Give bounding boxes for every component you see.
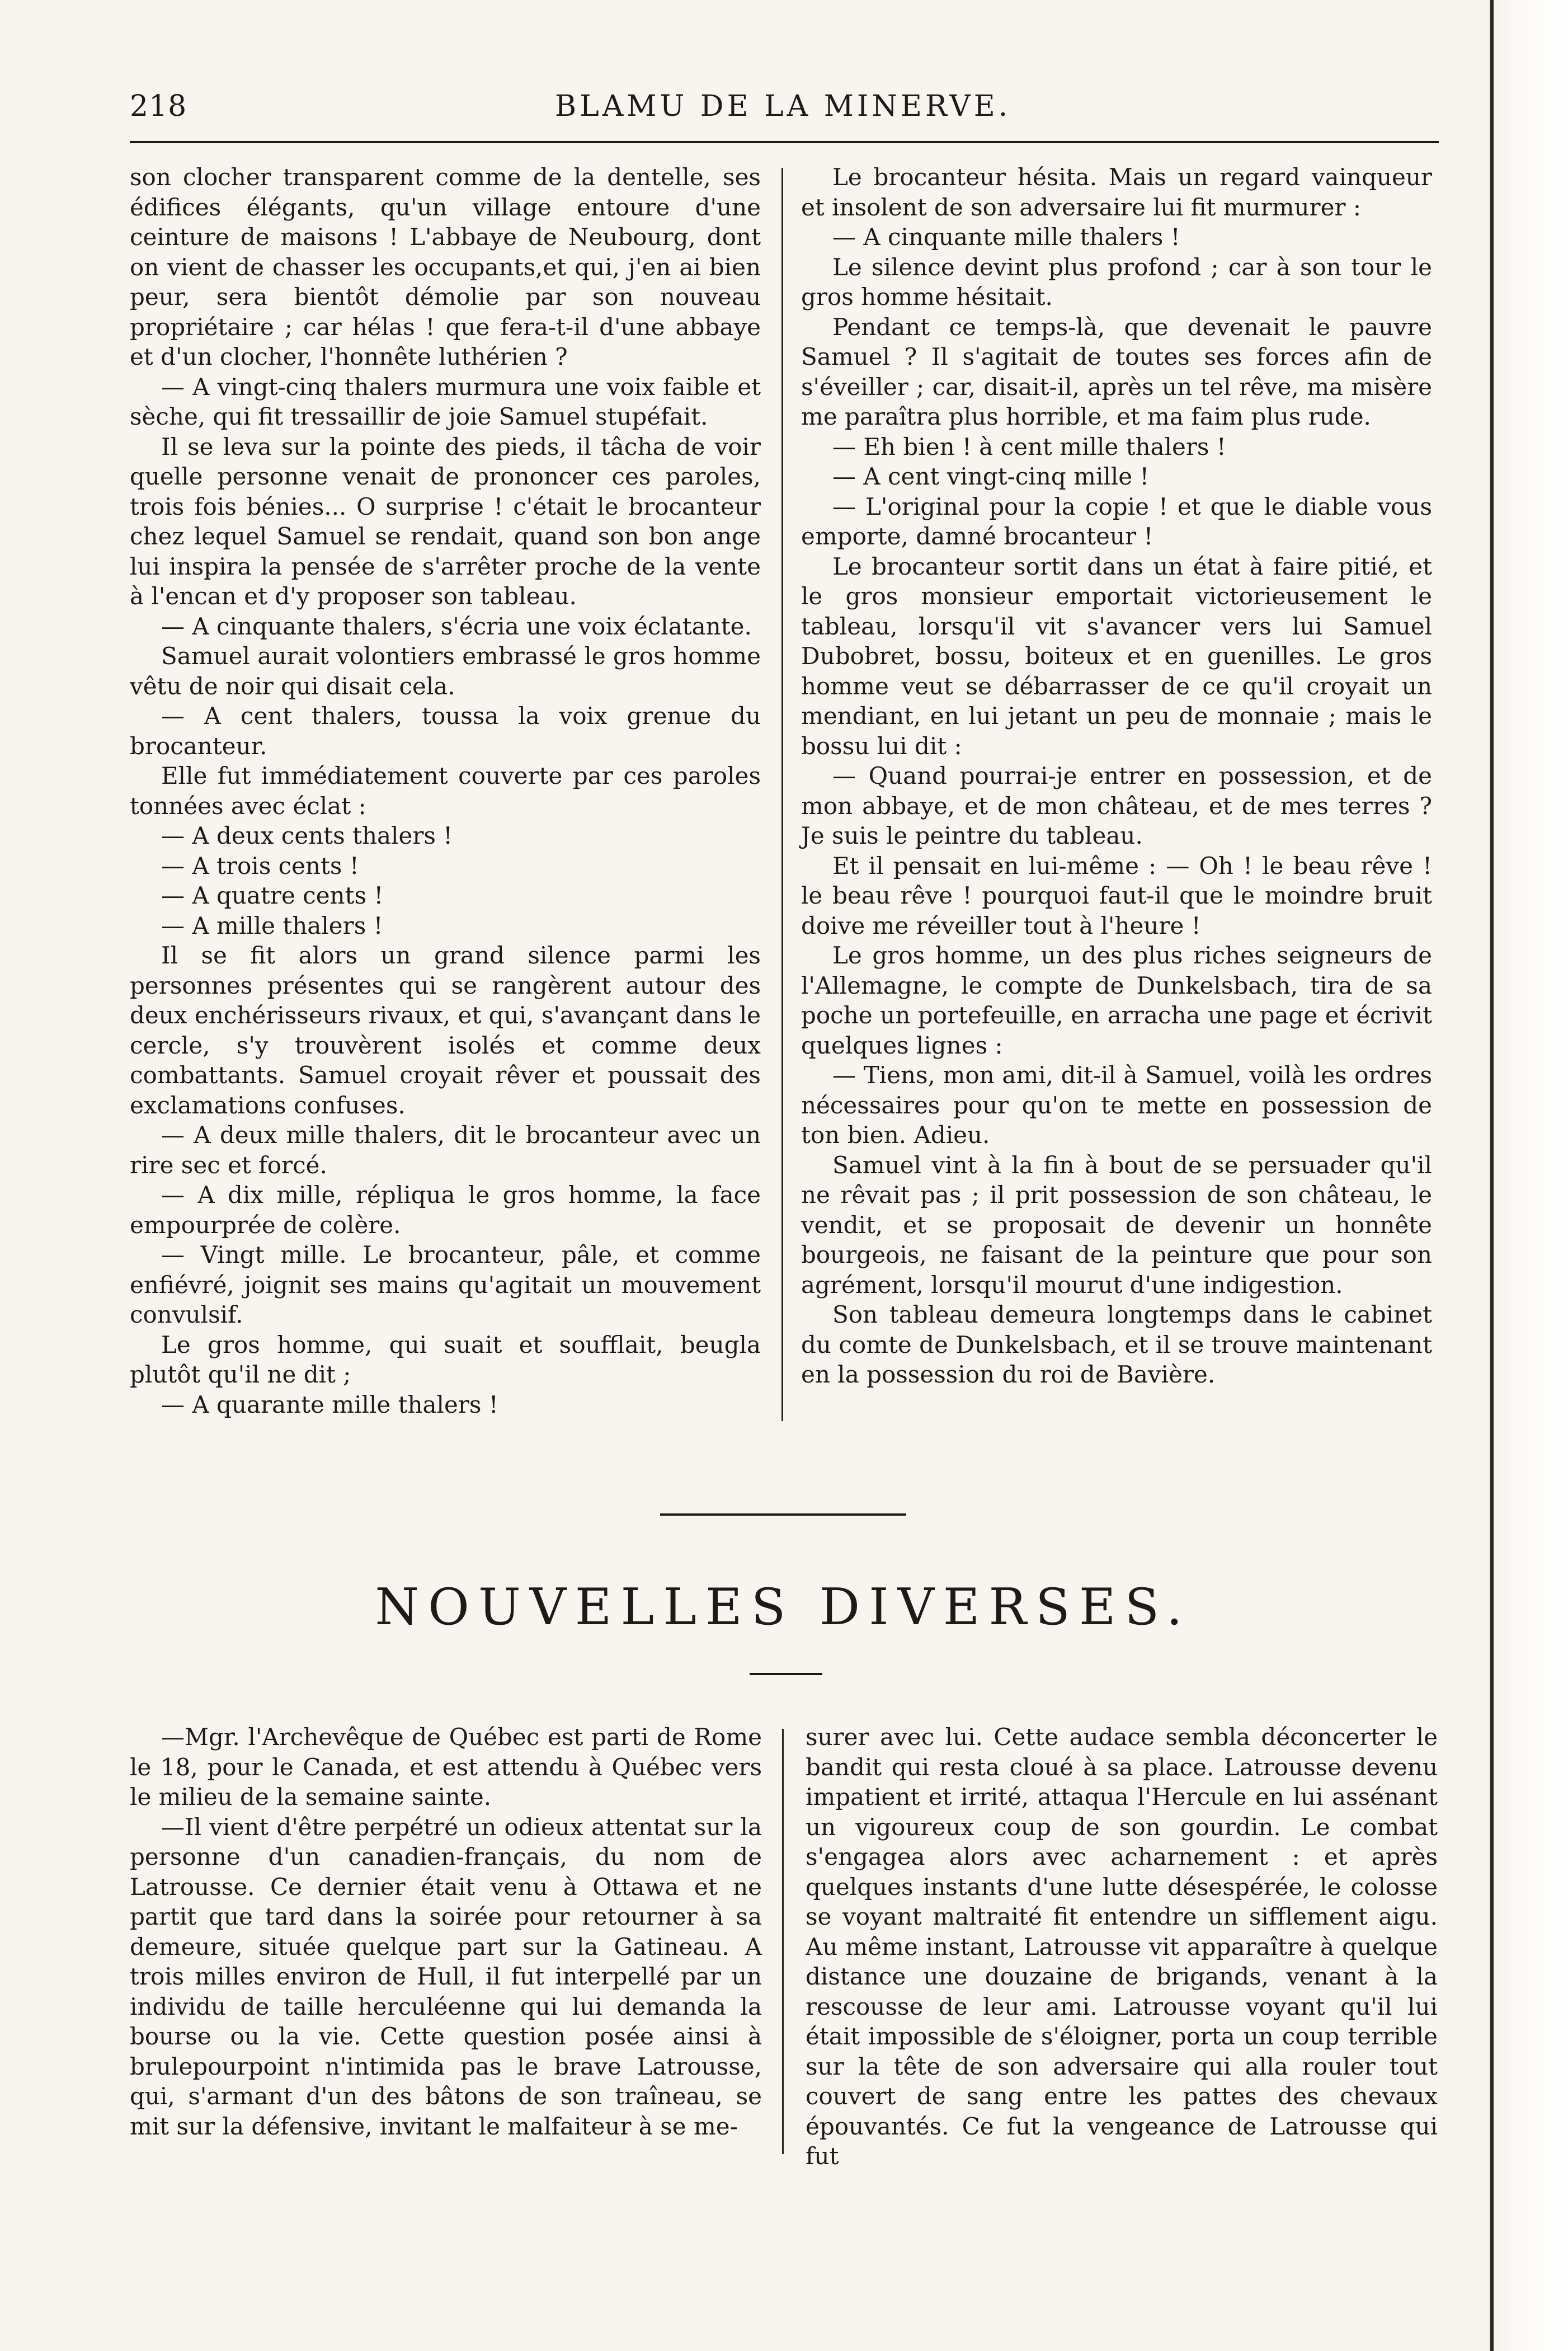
paragraph: — L'original pour la copie ! et que le diable vous emporte, damné brocanteur ! bbox=[801, 492, 1432, 550]
paragraph: — Tiens, mon ami, dit-il à Samuel, voilà les ordres nécessaires pour qu'on te mette en possession de ton bien. Adieu. bbox=[801, 1061, 1432, 1149]
paragraph: Le brocanteur hésita. Mais un regard vainqueur et insolent de son adversaire lui fit murmurer : bbox=[801, 163, 1432, 221]
paragraph: Le gros homme, qui suait et soufflait, beugla plutôt qu'il ne dit ; bbox=[130, 1330, 761, 1388]
paragraph: — A quarante mille thalers ! bbox=[161, 1390, 498, 1418]
header-rule bbox=[130, 141, 1439, 143]
paragraph: Pendant ce temps-là, que devenait le pauvre Samuel ? Il s'agitait de toutes ses forces afin de s'éveiller ; car, disait-il, après un tel rêve, ma misère me paraîtra plus horrible, et ma faim plus rude. bbox=[801, 313, 1432, 430]
section-divider bbox=[750, 1673, 822, 1675]
paragraph: —Il vient d'être perpétré un odieux attentat sur la personne d'un canadien-français, du nom de Latrousse. Ce dernier était venu à Ottawa et ne partit que tard dans la soirée pour retourner à sa demeure, située quelque part sur la Gatineau. A trois milles environ de Hull, il fut interpellé par un individu de taille herculéenne qui lui demanda la bourse ou la vie. Cette question posée ainsi à brulepourpoint n'intimida pas le brave Latrousse, qui, s'armant d'un des bâtons de son traîneau, se mit sur la défensive, invitant le malfaiteur à se me- bbox=[130, 1813, 762, 2140]
paragraph: Le gros homme, un des plus riches seigneurs de l'Allemagne, le compte de Dunkelsbach, tira de sa poche un portefeuille, en arracha une page et écrivit quelques lignes : bbox=[801, 942, 1432, 1059]
news-column-left bbox=[130, 1722, 762, 2141]
running-title: BLAMU DE LA MINERVE. bbox=[555, 90, 1011, 123]
paragraph: Samuel vint à la fin à bout de se persuader qu'il ne rêvait pas ; il prit possession de son château, le vendit, et se proposait de devenir un honnête bourgeois, ne faisant de la peinture que pour son agrément, lorsqu'il mourut d'une indigestion. bbox=[801, 1151, 1432, 1299]
paragraph: Le silence devint plus profond ; car à son tour le gros homme hésitait. bbox=[801, 253, 1432, 311]
story-column-left bbox=[130, 162, 761, 1419]
paragraph: — A dix mille, répliqua le gros homme, la face empourprée de colère. bbox=[130, 1181, 761, 1239]
paragraph: — A quatre cents ! bbox=[161, 882, 384, 909]
page-edge bbox=[1488, 0, 1568, 2351]
news-column-right bbox=[806, 1722, 1438, 2171]
paragraph: — A mille thalers ! bbox=[161, 911, 383, 939]
paragraph: — A cinquante thalers, s'écria une voix éclatante. bbox=[161, 612, 752, 640]
paragraph: Il se leva sur la pointe des pieds, il tâcha de voir quelle personne venait de prononcer ces paroles, trois fois bénies... O surprise ! c'était le brocanteur chez lequel Samuel se rendait, quand son bon ange lui inspira la pensée de s'arrêter proche de la vente à l'encan et d'y proposer son tableau. bbox=[130, 432, 761, 610]
story-column-right bbox=[801, 162, 1432, 1390]
column-divider bbox=[781, 168, 783, 1421]
paragraph: — A cent thalers, toussa la voix grenue du brocanteur. bbox=[130, 702, 761, 760]
section-title: NOUVELLES DIVERSES. bbox=[375, 1578, 1192, 1637]
paragraph: — Vingt mille. Le brocanteur, pâle, et comme enfiévré, joignit ses mains qu'agitait un mouvement convulsif. bbox=[130, 1241, 761, 1328]
paragraph: Il se fit alors un grand silence parmi les personnes présentes qui se rangèrent autour des deux enchérisseurs rivaux, et qui, s'avançant dans le cercle, s'y trouvèrent isolés et comme deux combattants. Samuel croyait rêver et poussait des exclamations confuses. bbox=[130, 942, 761, 1119]
paragraph: — A trois cents ! bbox=[161, 852, 359, 880]
paragraph: Elle fut immédiatement couverte par ces paroles tonnées avec éclat : bbox=[130, 762, 761, 820]
paragraph: Le brocanteur sortit dans un état à faire pitié, et le gros monsieur emportait victorieusement le tableau, lorsqu'il vit s'avancer vers lui Samuel Dubobret, bossu, boiteux et en guenilles. Le gros homme veut se débarrasser de ce qu'il croyait un mendiant, en lui jetant un peu de monnaie ; mais le bossu lui dit : bbox=[801, 552, 1432, 760]
paragraph: Samuel aurait volontiers embrassé le gros homme vêtu de noir qui disait cela. bbox=[130, 642, 761, 700]
paragraph: — A cent vingt-cinq mille ! bbox=[832, 463, 1150, 490]
page-number: 218 bbox=[130, 90, 187, 123]
paragraph: — Eh bien ! à cent mille thalers ! bbox=[832, 432, 1226, 460]
page-header bbox=[130, 90, 1416, 134]
page-edge-line bbox=[1490, 0, 1494, 2351]
section-divider bbox=[660, 1513, 906, 1516]
paragraph: — A deux mille thalers, dit le brocanteur avec un rire sec et forcé. bbox=[130, 1121, 761, 1179]
paragraph: Son tableau demeura longtemps dans le cabinet du comte de Dunkelsbach, et il se trouve maintenant en la possession du roi de Bavière. bbox=[801, 1301, 1432, 1388]
paragraph: son clocher transparent comme de la dentelle, ses édifices élégants, qu'un village entoure d'une ceinture de maisons ! L'abbaye de Neubourg, dont on vient de chasser les occupants,et qui, j'en ai bien peur, sera bientôt démolie par son nouveau propriétaire ; car hélas ! que fera-t-il d'une abbaye et d'un clocher, l'honnête luthérien ? bbox=[130, 163, 761, 370]
paragraph: — A deux cents thalers ! bbox=[161, 822, 453, 849]
paragraph: Et il pensait en lui-même : — Oh ! le beau rêve ! le beau rêve ! pourquoi faut-il que le moindre bruit doive me réveiller tout à l'heure ! bbox=[801, 852, 1432, 939]
paragraph: — A cinquante mille thalers ! bbox=[832, 223, 1180, 251]
paragraph: — A vingt-cinq thalers murmura une voix faible et sèche, qui fit tressaillir de joie Samuel stupéfait. bbox=[130, 373, 761, 430]
paragraph: surer avec lui. Cette audace sembla déconcerter le bandit qui resta cloué à sa place. Latrousse devenu impatient et irrité, attaqua l'Hercule en lui assénant un vigoureux coup de son gourdin. Le combat s'engagea alors avec acharnement : et après quelques instants d'une lutte désespérée, le colosse se voyant maltraité fit entendre un sifflement aigu. Au même instant, Latrousse vit apparaître à quelque distance une douzaine de brigands, venant à la rescousse de leur ami. Latrousse voyant qu'il lui était impossible de s'éloigner, porta un coup terrible sur la tête de son adversaire qui alla rouler tout couvert de sang entre les pattes des chevaux épouvantés. Ce fut la vengeance de Latrousse qui fut bbox=[806, 1723, 1438, 2170]
paragraph: — Quand pourrai-je entrer en possession, et de mon abbaye, et de mon château, et de mes terres ? Je suis le peintre du tableau. bbox=[801, 762, 1432, 849]
paragraph: —Mgr. l'Archevêque de Québec est parti de Rome le 18, pour le Canada, et est attendu à Québec vers le milieu de la semaine sainte. bbox=[130, 1723, 762, 1811]
column-divider bbox=[782, 1729, 784, 2154]
